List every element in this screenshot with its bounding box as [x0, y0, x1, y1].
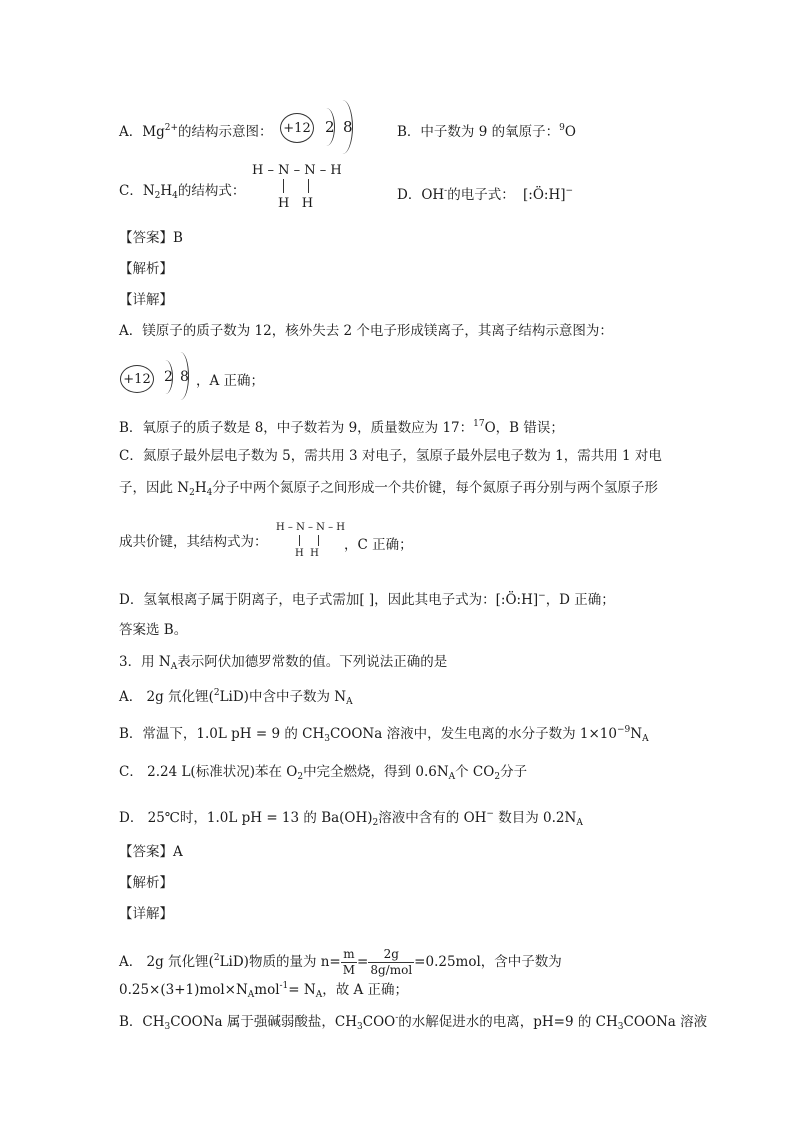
- q2-exp-c-structure-bond2: [318, 535, 319, 546]
- q2-exp-a-nucleus: +12: [123, 371, 151, 387]
- q3-exp-b-mid: COONa 属于强碱弱酸盐，CH: [170, 1014, 357, 1030]
- q2-exp-c-line2-mid: H: [194, 480, 207, 496]
- q3-exp-a-line2-mid2: = N: [288, 982, 316, 998]
- q3-exp-a-mid: LiD)物质的量为 n=: [219, 954, 341, 970]
- q3-exp-a-frac2-den: 8g/mol: [370, 963, 413, 977]
- q3-exp-b-pre: B．CH: [119, 1014, 165, 1030]
- q2-option-c-suffix: 的结构式：: [177, 183, 246, 199]
- q2-option-a-suffix: 的结构示意图：: [178, 124, 273, 140]
- q3-option-c-mid: 中完全燃烧，得到 0.6N: [303, 764, 449, 780]
- q2-option-a-shell2: 8: [343, 118, 353, 136]
- q3-exp-b-sup: -: [395, 1013, 399, 1023]
- q3-option-c-end: 分子: [500, 764, 528, 780]
- q2-option-c-structure-bottom: H H: [278, 196, 314, 211]
- q3-option-b-mid: COONa 溶液中，发生电离的水分子数为 1×10: [329, 726, 617, 742]
- q2-answer: 【答案】B: [119, 230, 183, 246]
- q2-exp-a-shell1: 2: [164, 369, 173, 385]
- q2-option-b-symbol: O: [564, 124, 576, 140]
- q2-exp-d-formula: [:Ö:H]: [495, 592, 539, 608]
- q3-stem: [119, 653, 447, 676]
- q3-option-b-sub1: 3: [324, 734, 330, 744]
- q3-exp-a-sup: 2: [213, 953, 220, 963]
- q2-analysis: 【解析】: [119, 261, 173, 277]
- q2-detail: 【详解】: [119, 292, 173, 308]
- q2-exp-b-prefix: B．氧原子的质子数是 8，中子数若为 9，质量数应为 17：: [119, 420, 474, 436]
- q3-option-a-sub: A: [346, 697, 353, 707]
- q2-exp-b: [119, 415, 564, 437]
- q3-exp-a-line2-sup: -1: [279, 981, 289, 991]
- q3-answer: 【答案】A: [119, 844, 183, 860]
- q2-exp-a-nucleus-ring: [120, 365, 154, 393]
- q2-exp-d-pre: D．氢氧根离子属于阴离子，电子式需加[ ]，因此其电子式为：: [119, 592, 496, 608]
- q2-option-a-label: A．Mg: [119, 124, 165, 140]
- q3-exp-a-frac1-num: m: [341, 947, 357, 963]
- q2-exp-c-line2-sub1: 2: [189, 488, 195, 498]
- q3-exp-a-line2-sub1: A: [247, 990, 255, 1000]
- q3-option-b-sub2: A: [642, 734, 649, 744]
- q2-option-a-arc2: [332, 100, 353, 154]
- q3-option-d-mid: 溶液中含有的 OH: [378, 810, 487, 826]
- q3-option-c: [119, 763, 527, 786]
- q3-exp-b-sub2: 3: [357, 1022, 363, 1032]
- q2-option-c-structure-top: H – N – N – H: [252, 163, 342, 178]
- q3-option-d: [119, 805, 583, 832]
- q2-exp-d-post: ，D 正确；: [545, 592, 615, 608]
- q2-option-c-mid: H: [160, 183, 173, 199]
- q2-exp-c-line2-sub2: 4: [206, 488, 213, 498]
- q2-option-c-label: C．N: [119, 183, 155, 199]
- q3-exp-a-eq: =: [357, 954, 369, 970]
- q2-exp-c-line2-pre: 子，因此 N: [119, 480, 190, 496]
- q3-stem-sub: A: [170, 662, 178, 672]
- q2-option-a-nucleus-ring: [280, 113, 314, 143]
- q2-exp-c-structure-bond1: [299, 535, 300, 546]
- q3-option-d-mid2: 数目为 0.2N: [493, 810, 577, 826]
- q2-exp-c-structure-bottom: H H: [295, 548, 319, 559]
- q2-exp-b-sup: 17: [473, 419, 485, 429]
- q3-exp-a-line2-mid: mol: [254, 982, 280, 998]
- q2-option-d-formula: [:Ö:H]: [523, 187, 566, 203]
- q3-stem-pre: 3．用 N: [119, 654, 171, 670]
- q2-exp-d-charge: −: [538, 591, 546, 601]
- q2-exp-c-line2: [119, 479, 658, 502]
- q2-exp-c-line3-post: ，C 正确；: [344, 537, 413, 553]
- q2-option-c: [119, 182, 245, 205]
- q2-option-c-sub2: 4: [172, 191, 178, 201]
- q3-exp-a-line2-sub2: A: [315, 990, 323, 1000]
- q3-option-d-sub1: 2: [372, 818, 379, 828]
- q3-exp-a-frac2-num: 2g: [368, 947, 414, 963]
- q3-option-d-sub2: A: [576, 818, 583, 828]
- q2-exp-a-line1: A．镁原子的质子数为 12，核外失去 2 个电子形成镁离子，其离子结构示意图为：: [119, 323, 613, 339]
- q3-option-a-pre: A． 2g 氘化锂(: [119, 689, 214, 705]
- q2-option-d: [397, 182, 573, 204]
- q3-stem-post: 表示阿伏加德罗常数的值。下列说法正确的是: [177, 654, 448, 670]
- q3-option-c-sub3: 2: [494, 772, 501, 782]
- q2-option-a-sup: 2+: [164, 123, 178, 133]
- q2-exp-c-structure-top: H – N – N – H: [276, 522, 346, 533]
- q3-exp-a-line2: [119, 977, 408, 1004]
- q3-option-d-sup: −: [486, 809, 494, 819]
- q3-exp-b-sub3: 3: [617, 1022, 624, 1032]
- q2-option-b-label: B．中子数为 9 的氧原子：: [397, 124, 560, 140]
- q2-exp-b-suffix: O，B 错误；: [484, 420, 564, 436]
- q3-option-a: [119, 684, 353, 711]
- q2-exp-c-line1: C．氮原子最外层电子数为 5，需共用 3 对电子，氢原子最外层电子数为 1，需共用 1 对电: [119, 448, 662, 464]
- q3-option-c-sub1: 2: [297, 772, 304, 782]
- q3-exp-b-mid2: COO: [362, 1014, 396, 1030]
- q2-conclusion: 答案选 B。: [119, 622, 188, 638]
- q3-option-a-sup: 2: [213, 688, 220, 698]
- q3-exp-a-frac2: [368, 947, 414, 978]
- q2-option-d-label: D．OH: [397, 187, 445, 203]
- q3-option-b-end: N: [630, 726, 643, 742]
- q3-exp-b: [119, 1009, 707, 1036]
- q2-option-d-charge: −: [565, 186, 574, 196]
- q2-option-c-structure-bond2: [308, 179, 309, 193]
- q2-option-b-sup: 9: [559, 123, 565, 133]
- q3-option-b-pre: B．常温下，1.0L pH = 9 的 CH: [119, 726, 325, 742]
- q2-option-c-structure-bonds: [283, 179, 284, 193]
- q3-exp-a-frac1-den: M: [342, 963, 356, 977]
- q3-exp-a-frac1: [341, 947, 357, 978]
- q2-exp-a-arc1: [158, 360, 173, 394]
- q2-option-b: [397, 119, 576, 141]
- q2-exp-a-tail: ，A 正确；: [196, 373, 265, 389]
- q3-option-c-sub2: A: [448, 772, 456, 782]
- q2-exp-a-arc2: [172, 352, 189, 400]
- q3-option-c-mid2: 个 CO: [455, 764, 495, 780]
- q2-option-a-shell1: 2: [325, 118, 335, 136]
- q3-analysis: 【解析】: [119, 875, 173, 891]
- q3-option-b-sup: −9: [616, 725, 631, 735]
- q2-option-d-suffix: 的电子式：: [447, 187, 515, 203]
- q3-exp-a-line2-end: ，故 A 正确；: [322, 982, 409, 998]
- q3-exp-b-sub1: 3: [164, 1022, 171, 1032]
- q2-exp-c-line2-post: 分子中两个氮原子之间形成一个共价键，每个氮原子再分别与两个氢原子形: [212, 480, 658, 496]
- q3-exp-a-pre: A． 2g 氘化锂(: [119, 954, 214, 970]
- q2-option-a-nucleus: +12: [283, 120, 311, 136]
- q3-exp-a-line1: [119, 938, 562, 982]
- q3-option-c-pre: C． 2.24 L(标准状况)苯在 O: [119, 764, 298, 780]
- q2-option-d-sup: -: [444, 186, 448, 196]
- q2-option-c-sub1: 2: [154, 191, 161, 201]
- q3-exp-b-end: COONa 溶液: [623, 1014, 708, 1030]
- q3-exp-a-post: =0.25mol，含中子数为: [414, 954, 562, 970]
- q3-option-b: [119, 721, 649, 748]
- q3-detail: 【详解】: [119, 906, 173, 922]
- q2-exp-a-shell2: 8: [180, 369, 189, 385]
- q3-exp-a-line2-pre: 0.25×(3+1)mol×N: [119, 982, 248, 998]
- q2-option-a: [119, 119, 273, 141]
- q3-option-d-pre: D． 25℃时，1.0L pH = 13 的 Ba(OH): [119, 810, 373, 826]
- q2-exp-c-line3-pre: 成共价键，其结构式为：: [119, 534, 268, 550]
- q3-option-a-mid: LiD)中含中子数为 N: [219, 689, 347, 705]
- q2-exp-d: [119, 587, 615, 609]
- q3-exp-b-mid3: 的水解促进水的电离，pH=9 的 CH: [398, 1014, 618, 1030]
